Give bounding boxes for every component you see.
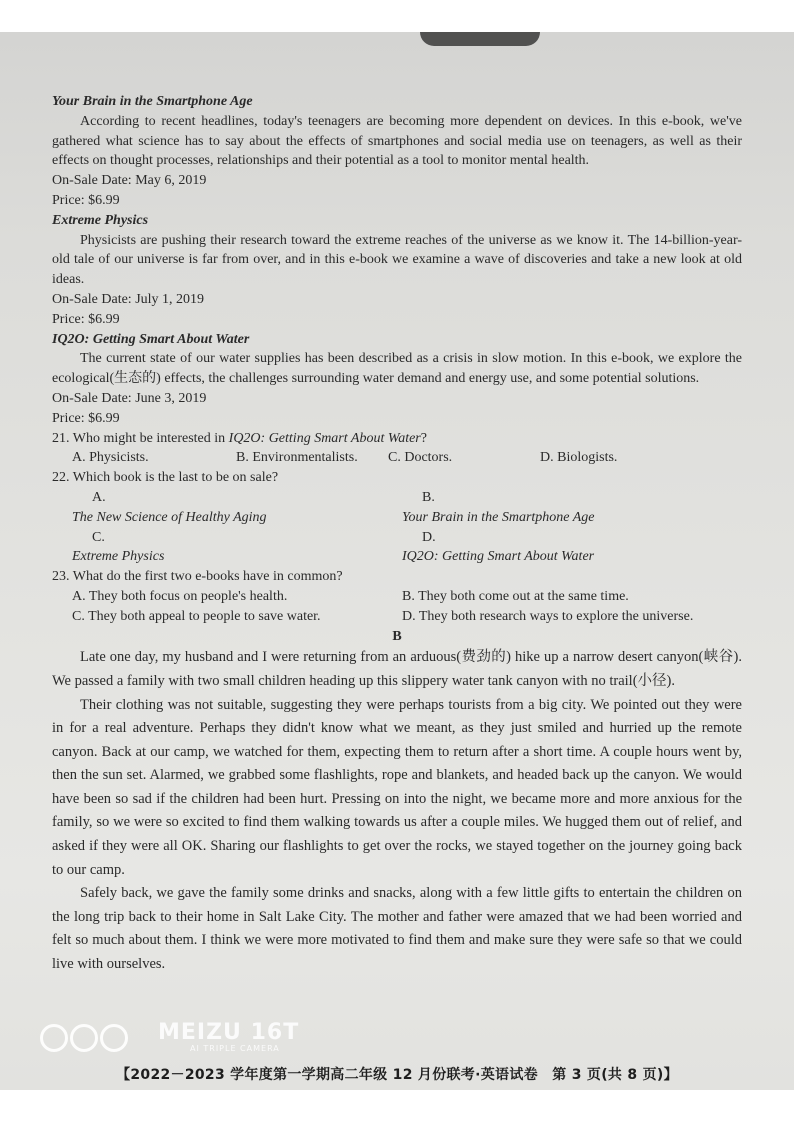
option-a[interactable]: A. They both focus on people's health. [72, 588, 288, 604]
question-22-options-row2 [52, 528, 742, 568]
option-b[interactable] [402, 488, 742, 528]
question-stem-end: ? [420, 430, 427, 446]
section-b-heading: B [392, 628, 402, 644]
question-22-options-row1 [52, 488, 742, 528]
watermark-brand: MEIZU 16T [158, 1020, 300, 1045]
option-d[interactable]: D. They both research ways to explore the universe. [402, 608, 694, 624]
option-text: IQ2O: Getting Smart About Water [402, 549, 595, 565]
option-c[interactable]: C. They both appeal to people to save water. [72, 608, 321, 624]
option-d[interactable] [402, 528, 742, 568]
option-b[interactable]: B. Environmentalists. [236, 450, 358, 466]
question-21-options [52, 448, 742, 468]
question-stem-title: IQ2O: Getting Smart About Water [228, 430, 421, 446]
option-letter: C. [92, 529, 105, 545]
watermark-subtitle: AI TRIPLE CAMERA [190, 1044, 280, 1053]
section-b-passage [52, 646, 742, 976]
book-on-sale-date: On-Sale Date: July 1, 2019 [52, 291, 205, 307]
book-description: Physicists are pushing their research toward the extreme reaches of the universe as we know it. The 14-billion-year-old tale of our universe is far from over, and in this e-book we examine a wave of discoveries and take a new look at old ideas. [52, 232, 742, 288]
option-text: Your Brain in the Smartphone Age [402, 509, 595, 525]
book-price: Price: $6.99 [52, 192, 120, 208]
question-21 [52, 429, 742, 449]
passage-paragraph: Their clothing was not suitable, suggesting they were perhaps tourists from a big city. We pointed out they were in for a real adventure. Perhaps they didn't know what we meant, as they just smiled and hurried up the remote canyon. Back at our camp, we watched for them, expecting them to return after a short time. A couple hours went by, then the sun set. Alarmed, we grabbed some flashlights, rope and blankets, and headed back up the canyon. We would have been so sad if the children had been hurt. Pressing on into the night, we became more and more anxious for the family, so we were so excited to find them walking towards us after a couple miles. We hugged them out of relief, and asked if they were all OK. Sharing our flashlights to get over the rocks, we stayed together on the journey going back to our camp. [52, 696, 742, 878]
camera-watermark [40, 1018, 300, 1058]
book-on-sale-date: On-Sale Date: May 6, 2019 [52, 173, 207, 189]
book-description: According to recent headlines, today's teenagers are becoming more dependent on devices. In this e-book, we've gathered what science has to say about the effects of smartphones and social media use on teenagers, as well as their effects on thought processes, relationships and their potential as a tool to monitor mental health. [52, 113, 742, 169]
book-title: Your Brain in the Smartphone Age [52, 94, 253, 109]
book-price: Price: $6.99 [52, 311, 120, 327]
question-23: 23. What do the first two e-books have in common? [52, 569, 343, 585]
page-footer: 【2022－2023 学年度第一学期高二年级 12 月份联考·英语试卷 第 3 页(共 8 页)】 [116, 1067, 678, 1083]
option-c[interactable]: C. Doctors. [388, 450, 453, 466]
question-22: 22. Which book is the last to be on sale? [52, 470, 279, 486]
top-margin [0, 0, 794, 32]
book-title: IQ2O: Getting Smart About Water [52, 331, 250, 347]
option-b[interactable]: B. They both come out at the same time. [402, 588, 629, 604]
book-price: Price: $6.99 [52, 410, 120, 426]
question-23-options-row2 [52, 607, 742, 627]
camera-lens-icon [40, 1024, 130, 1056]
option-text: Extreme Physics [72, 549, 165, 565]
passage-paragraph: Late one day, my husband and I were returning from an arduous(费劲的) hike up a narrow desert canyon(峡谷). We passed a family with two small children heading up this slippery water tank canyon with no trail(小径). [52, 649, 742, 689]
question-23-options-row1 [52, 587, 742, 607]
exam-page-content [52, 92, 742, 977]
option-a[interactable] [52, 488, 402, 528]
book-title: Extreme Physics [52, 212, 149, 228]
option-a[interactable]: A. Physicists. [72, 450, 149, 466]
option-letter: B. [422, 489, 435, 505]
passage-paragraph: Safely back, we gave the family some drinks and snacks, along with a few little gifts to entertain the children on the long trip back to their home in Salt Lake City. The mother and father were amazed that we had been worried and felt so much about them. I think we were more motivated to find them and make sure they were safe so that we could live with ourselves. [52, 885, 742, 973]
question-stem: 21. Who might be interested in [52, 430, 229, 446]
option-c[interactable] [52, 528, 402, 568]
book-description: The current state of our water supplies has been described as a crisis in slow motion. In this e-book, we explore the ecological(生态的) effects, the challenges surrounding water demand and energy use, and some potential solutions. [52, 351, 742, 387]
option-d[interactable]: D. Biologists. [540, 450, 618, 466]
option-letter: A. [92, 489, 106, 505]
book-on-sale-date: On-Sale Date: June 3, 2019 [52, 390, 207, 406]
bottom-margin [0, 1090, 794, 1122]
paper-top-shadow [420, 32, 540, 46]
option-letter: D. [422, 529, 436, 545]
option-text: The New Science of Healthy Aging [72, 509, 267, 525]
